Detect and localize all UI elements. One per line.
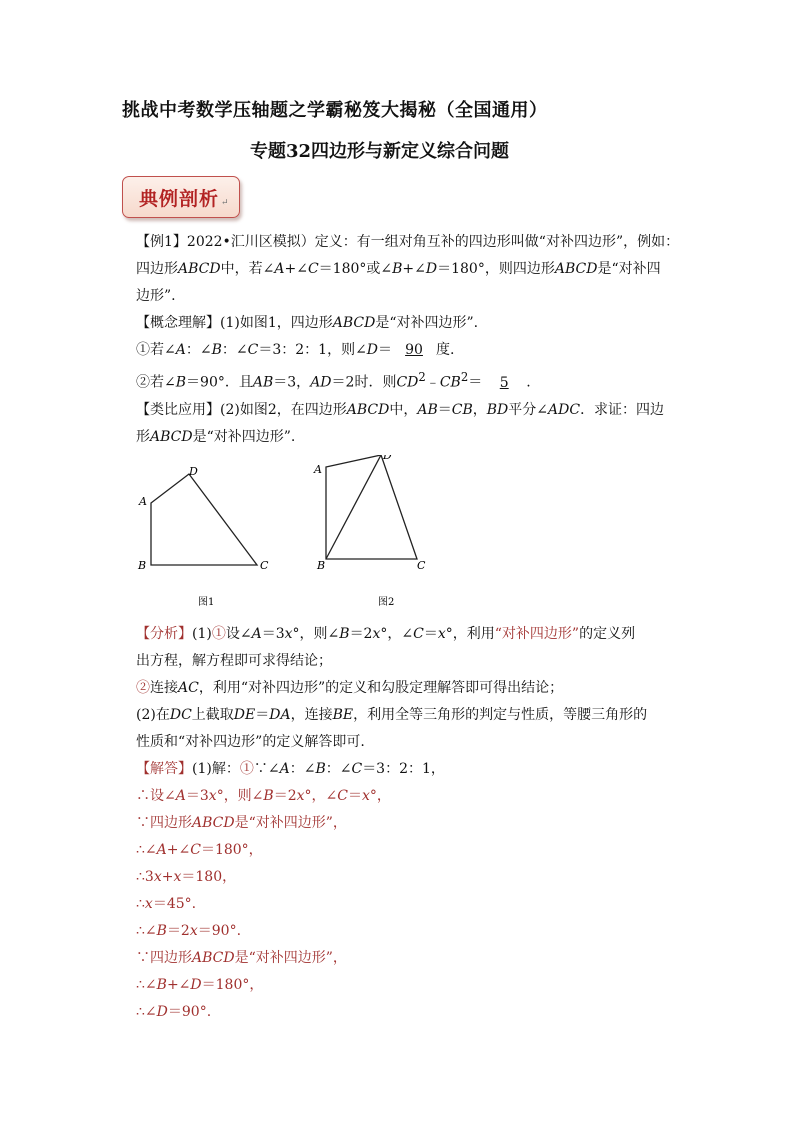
text-line: 【解答】(1)解：①∵∠A：∠B：∠C＝3：2：1， bbox=[136, 760, 445, 777]
figure-diagrams bbox=[130, 455, 450, 615]
fig1-label-a: A bbox=[139, 495, 147, 508]
text-line: ∴∠B＝2x＝90°. bbox=[136, 922, 242, 939]
figure-2 bbox=[313, 455, 426, 608]
text-line: ②连接AC，利用“对补四边形”的定义和勾股定理解答即可得出结论； bbox=[136, 679, 564, 696]
document-title: 挑战中考数学压轴题之学霸秘笈大揭秘（全国通用） bbox=[122, 100, 548, 121]
text-line: ∵四边形ABCD是“对补四边形”， bbox=[136, 814, 347, 831]
problem-content bbox=[136, 229, 680, 1026]
text-line: ∴3x+x＝180， bbox=[136, 868, 237, 885]
text-line: ∴设∠A＝3x°，则∠B＝2x°，∠C＝x°， bbox=[136, 787, 391, 804]
section-badge bbox=[122, 176, 240, 218]
text-line: ①若∠A：∠B：∠C＝3：2：1，则∠D＝ 90 度. bbox=[136, 342, 455, 358]
fig2-label-d: D bbox=[383, 455, 392, 462]
document-subtitle: 专题32四边形与新定义综合问题 bbox=[250, 141, 510, 162]
text-line: 性质和“对补四边形”的定义解答即可. bbox=[136, 733, 365, 750]
paragraph-mark: ↵ bbox=[221, 198, 230, 208]
fig2-label-b: B bbox=[317, 559, 326, 572]
figure-1 bbox=[137, 465, 269, 608]
text-line: 边形”. bbox=[136, 288, 176, 304]
text-line: ∴∠B+∠D＝180°， bbox=[136, 976, 264, 993]
badge-label: 典例剖析 bbox=[139, 188, 220, 210]
text-line: 四边形ABCD中，若∠A+∠C＝180°或∠B+∠D＝180°，则四边形ABCD是“对补四 bbox=[136, 261, 661, 277]
text-line: ②若∠B＝90°．且AB＝3，AD＝2时．则$CD^2﹣CB^2= 5$ . bbox=[136, 370, 531, 391]
figures bbox=[130, 455, 450, 619]
fig1-caption: 图1 bbox=[198, 597, 215, 608]
text-line: 【分析】(1)①设∠A＝3x°，则∠B＝2x°，∠C＝x°，利用“对补四边形”的定义列 bbox=[136, 625, 636, 642]
fig1-label-c: C bbox=[260, 559, 269, 572]
text-line: ∴∠D＝90°. bbox=[136, 1003, 212, 1020]
text-line: 形ABCD是“对补四边形”. bbox=[136, 428, 296, 445]
text-line: 出方程，解方程即可求得结论； bbox=[136, 652, 332, 669]
quad-abcd-fig1 bbox=[151, 474, 257, 565]
fig2-caption: 图2 bbox=[378, 597, 395, 608]
fig1-label-d: D bbox=[189, 465, 198, 478]
text-line: 【概念理解】(1)如图1，四边形ABCD是“对补四边形”. bbox=[136, 315, 479, 331]
fig1-label-b: B bbox=[138, 559, 147, 572]
diagonal-bd bbox=[326, 455, 381, 559]
text-line: ∵四边形ABCD是“对补四边形”， bbox=[136, 949, 347, 966]
text-line: ∴x＝45°. bbox=[136, 895, 197, 912]
text-line: 【例1】2022•汇川区模拟）定义：有一组对角互补的四边形叫做“对补四边形”，例如： bbox=[136, 234, 680, 250]
fig2-label-c: C bbox=[417, 559, 426, 572]
text-line: ∴∠A+∠C＝180°， bbox=[136, 841, 263, 858]
text-line: 【类比应用】(2)如图2，在四边形ABCD中，AB＝CB，BD平分∠ADC．求证：四边 bbox=[136, 401, 665, 418]
quad-abcd-fig2 bbox=[326, 455, 417, 559]
text-line: (2)在DC上截取DE＝DA，连接BE，利用全等三角形的判定与性质，等腰三角形的 bbox=[136, 706, 648, 723]
fig2-label-a: A bbox=[314, 463, 322, 476]
